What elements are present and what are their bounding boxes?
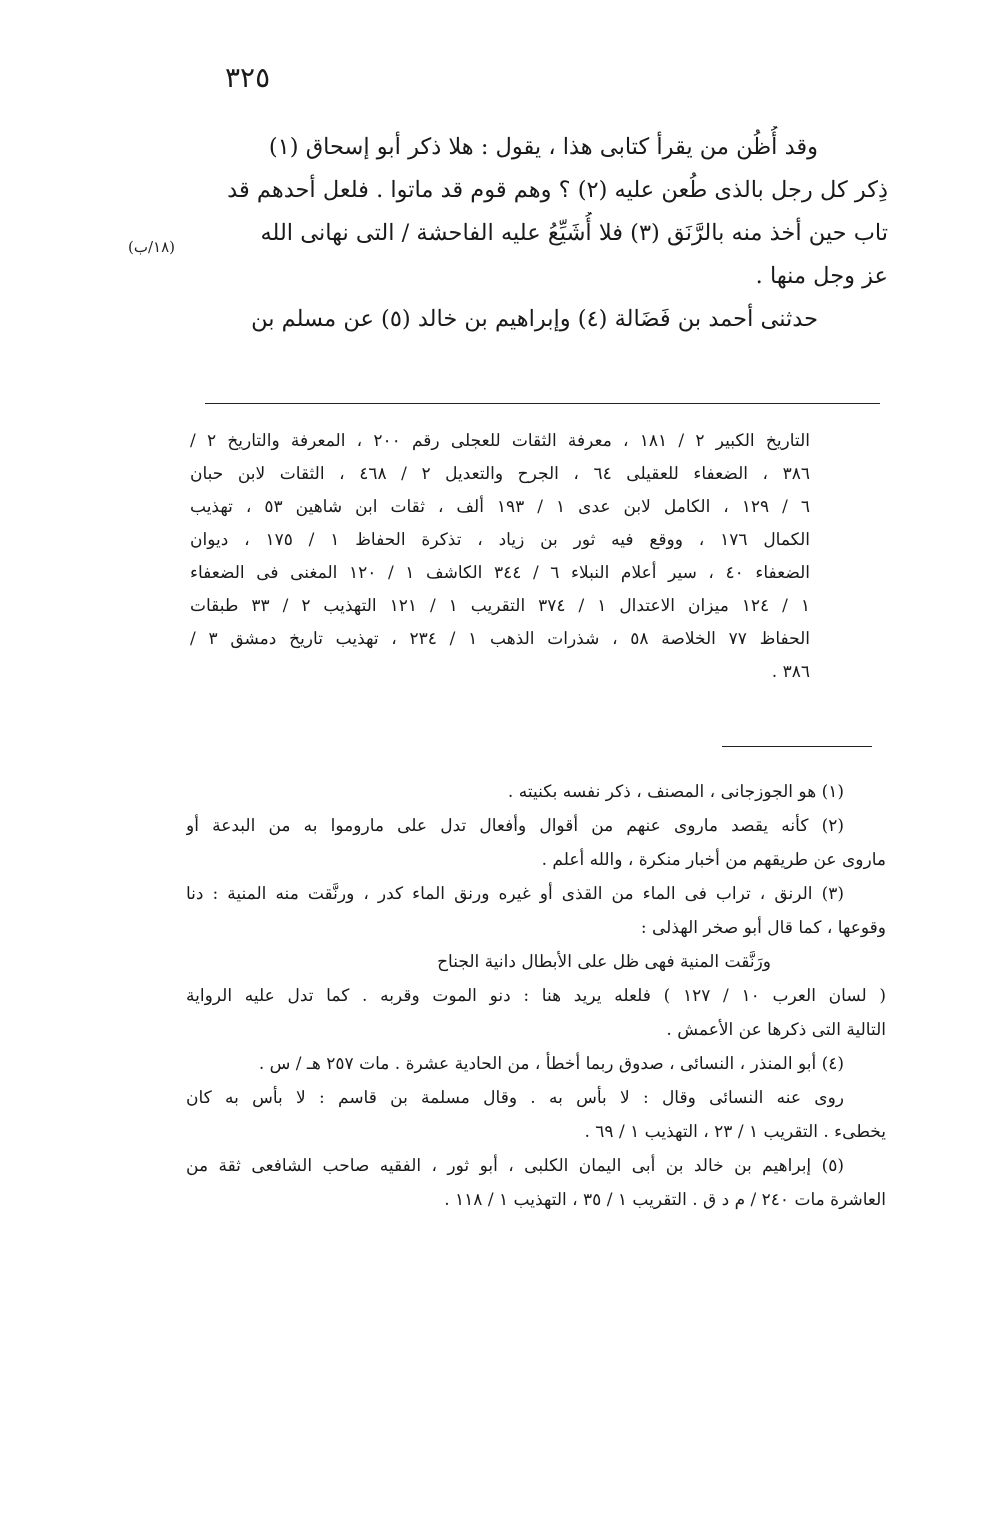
sources-line: ١ / ١٢٤ ميزان الاعتدال ١ / ٣٧٤ التقريب ١ / ١٢١ التهذيب ٢ / ٣٣ طبقات bbox=[190, 596, 810, 616]
main-line: حدثنى أحمد بن فَضَالة (٤) وإبراهيم بن خالد (٥) عن مسلم بن bbox=[251, 306, 818, 332]
folio-margin-note: (١٨/ب) bbox=[128, 238, 176, 256]
footnote-4-cont: روى عنه النسائى وقال : لا بأس به . وقال مسلمة بن قاسم : لا بأس به كان bbox=[186, 1088, 844, 1108]
sources-line: الكمال ١٧٦ ، ووقع فيه ثور بن زياد ، تذكرة الحفاظ ١ / ١٧٥ ، ديوان bbox=[190, 530, 810, 550]
footnotes bbox=[186, 775, 886, 1217]
sources-line: الحفاظ ٧٧ الخلاصة ٥٨ ، شذرات الذهب ١ / ٢٣٤ ، تهذيب تاريخ دمشق ٣ / bbox=[190, 629, 810, 649]
page-number: ٣٢٥ bbox=[225, 61, 271, 94]
main-line: تاب حين أخذ منه بالرَّنَق (٣) فلا أُشَيِّعُ عليه الفاحشة / التى نهانى الله bbox=[260, 220, 888, 246]
main-text bbox=[188, 126, 888, 341]
footnote-3-cont: وقوعها ، كما قال أبو صخر الهذلى : bbox=[640, 918, 886, 938]
footnote-5: (٥) إبراهيم بن خالد بن أبى اليمان الكلبى ، أبو ثور ، الفقيه صاحب الشافعى ثقة من bbox=[186, 1156, 844, 1176]
main-line: ذِكر كل رجل بالذى طُعن عليه (٢) ؟ وهم قوم قد ماتوا . فلعل أحدهم قد bbox=[227, 177, 888, 203]
footnote-5-cont: العاشرة مات ٢٤٠ / م د ق . التقريب ١ / ٣٥ ، التهذيب ١ / ١١٨ . bbox=[444, 1190, 886, 1210]
footnote-2: (٢) كأنه يقصد ماروى عنهم من أقوال وأفعال تدل على ماروموا به من البدعة أو bbox=[186, 816, 844, 836]
sources-line: التاريخ الكبير ٢ / ١٨١ ، معرفة الثقات للعجلى رقم ٢٠٠ ، المعرفة والتاريخ ٢ / bbox=[190, 431, 810, 451]
sources-list bbox=[190, 425, 810, 689]
footnote-divider bbox=[205, 403, 880, 404]
poetry-verse: ورَنَّقت المنية فهى ظل على الأبطال دانية الجناح bbox=[437, 952, 771, 972]
footnote-3-cont: التالية التى ذكرها عن الأعمش . bbox=[666, 1020, 886, 1040]
footnote-2-cont: ماروى عن طريقهم من أخبار منكرة ، والله أعلم . bbox=[541, 850, 886, 870]
sources-line: ٣٨٦ ، الضعفاء للعقيلى ٦٤ ، الجرح والتعديل ٢ / ٤٦٨ ، الثقات لابن حبان bbox=[190, 464, 810, 484]
footnote-3: (٣) الرنق ، تراب فى الماء من القذى أو غيره ورنق الماء كدر ، ورنَّقت منه المنية : دنا bbox=[186, 884, 844, 904]
main-line: وقد أُظُن من يقرأ كتابى هذا ، يقول : هلا ذكر أبو إسحاق (١) bbox=[268, 134, 818, 160]
sources-line: الضعفاء ٤٠ ، سير أعلام النبلاء ٦ / ٣٤٤ الكاشف ١ / ١٢٠ المغنى فى الضعفاء bbox=[190, 563, 810, 583]
sources-line: ٦ / ١٢٩ ، الكامل لابن عدى ١ / ١٩٣ ألف ، ثقات ابن شاهين ٥٣ ، تهذيب bbox=[190, 497, 810, 517]
footnote-4: (٤) أبو المنذر ، النسائى ، صدوق ربما أخطأ ، من الحادية عشرة . مات ٢٥٧ هـ / س . bbox=[258, 1054, 844, 1074]
footnote-3-cont: ( لسان العرب ١٠ / ١٢٧ ) فلعله يريد هنا : دنو الموت وقربه . كما تدل عليه الرواية bbox=[186, 986, 886, 1006]
footnote-4-cont: يخطىء . التقريب ١ / ٢٣ ، التهذيب ١ / ٦٩ . bbox=[584, 1122, 886, 1142]
sources-line: ٣٨٦ . bbox=[771, 662, 810, 682]
footnote-1: (١) هو الجوزجانى ، المصنف ، ذكر نفسه بكنيته . bbox=[507, 782, 844, 802]
main-line: عز وجل منها . bbox=[755, 263, 888, 289]
notes-divider bbox=[722, 746, 872, 747]
